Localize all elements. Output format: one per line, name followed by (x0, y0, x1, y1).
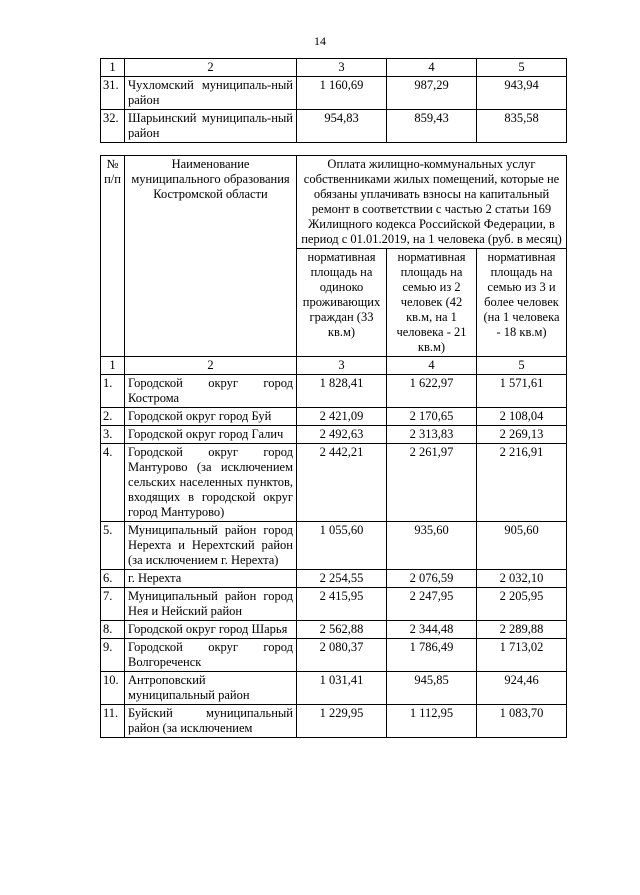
municipality-name: Городской округ город Кострома (125, 375, 297, 408)
row-number: 11. (101, 705, 125, 738)
table-row (101, 672, 567, 705)
municipality-name: Муниципальный район город Нея и Нейский район (125, 588, 297, 621)
index-cell: 3 (297, 357, 387, 375)
header-row (101, 156, 567, 249)
table-row (101, 444, 567, 522)
value-family-2: 2 170,65 (387, 408, 477, 426)
value-family-2: 1 112,95 (387, 705, 477, 738)
value-family-3: 905,60 (477, 522, 567, 570)
row-number: 4. (101, 444, 125, 522)
row-number: 32. (101, 110, 125, 143)
value-family-3: 2 269,13 (477, 426, 567, 444)
row-number: 6. (101, 570, 125, 588)
value-family-2: 2 247,95 (387, 588, 477, 621)
value-family-2: 2 344,48 (387, 621, 477, 639)
value-family-3: 2 216,91 (477, 444, 567, 522)
value-family-3: 835,58 (477, 110, 567, 143)
value-family-2: 1 622,97 (387, 375, 477, 408)
value-family-3: 943,94 (477, 77, 567, 110)
value-single: 1 229,95 (297, 705, 387, 738)
value-single: 2 562,88 (297, 621, 387, 639)
header-number: № п/п (101, 156, 125, 357)
header-municipality: Наименование муниципального образования Костромской области (125, 156, 297, 357)
index-cell: 5 (477, 59, 567, 77)
table-row (101, 426, 567, 444)
table-row (101, 408, 567, 426)
table-row (101, 375, 567, 408)
index-cell: 2 (125, 59, 297, 77)
value-single: 2 492,63 (297, 426, 387, 444)
header-family-2: нормативная площадь на семью из 2 человек (42 кв.м, на 1 человека - 21 кв.м) (387, 249, 477, 357)
header-single: нормативная площадь на одиноко проживающих граждан (33 кв.м) (297, 249, 387, 357)
header-payment-group: Оплата жилищно-коммунальных услуг собственниками жилых помещений, которые не обязаны уплачивать взносы на капитальный ремонт в соответствии с частью 2 статьи 169 Жилищного кодекса Российской Федерации, в период с 01.01.2019, на 1 человека (руб. в месяц) (297, 156, 567, 249)
value-single: 2 442,21 (297, 444, 387, 522)
table-row (101, 570, 567, 588)
value-family-3: 924,46 (477, 672, 567, 705)
index-cell: 1 (101, 59, 125, 77)
table-row (101, 77, 567, 110)
table-row (101, 522, 567, 570)
value-family-2: 945,85 (387, 672, 477, 705)
value-single: 1 055,60 (297, 522, 387, 570)
index-cell: 3 (297, 59, 387, 77)
table-row (101, 588, 567, 621)
value-single: 2 254,55 (297, 570, 387, 588)
row-number: 2. (101, 408, 125, 426)
index-cell: 4 (387, 59, 477, 77)
row-number: 10. (101, 672, 125, 705)
municipality-name: Антроповский муниципальный район (125, 672, 297, 705)
table-row (101, 110, 567, 143)
value-family-3: 2 032,10 (477, 570, 567, 588)
municipality-name: Городской округ город Мантурово (за исключением сельских населенных пунктов, входящих в городской округ город Мантурово) (125, 444, 297, 522)
value-family-2: 987,29 (387, 77, 477, 110)
value-single: 2 080,37 (297, 639, 387, 672)
municipality-name: Муниципальный район город Нерехта и Нерехтский район (за исключением г. Нерехта) (125, 522, 297, 570)
payment-table (100, 155, 567, 738)
value-family-3: 2 289,88 (477, 621, 567, 639)
row-number: 9. (101, 639, 125, 672)
row-number: 8. (101, 621, 125, 639)
value-single: 2 421,09 (297, 408, 387, 426)
value-single: 1 828,41 (297, 375, 387, 408)
municipality-name: Чухломский муниципаль-ный район (125, 77, 297, 110)
municipality-name: Городской округ город Буй (125, 408, 297, 426)
value-family-3: 2 108,04 (477, 408, 567, 426)
page-number: 14 (314, 34, 326, 48)
row-number: 7. (101, 588, 125, 621)
table-row (101, 621, 567, 639)
column-index-row (101, 59, 567, 77)
municipality-name: Шарьинский муниципаль-ный район (125, 110, 297, 143)
municipality-name: Городской округ город Шарья (125, 621, 297, 639)
index-cell: 2 (125, 357, 297, 375)
row-number: 3. (101, 426, 125, 444)
row-number: 31. (101, 77, 125, 110)
index-cell: 5 (477, 357, 567, 375)
value-family-2: 1 786,49 (387, 639, 477, 672)
value-family-2: 2 261,97 (387, 444, 477, 522)
value-family-3: 1 713,02 (477, 639, 567, 672)
index-cell: 1 (101, 357, 125, 375)
municipality-name: Буйский муниципальный район (за исключением (125, 705, 297, 738)
municipality-name: г. Нерехта (125, 570, 297, 588)
municipality-name: Городской округ город Галич (125, 426, 297, 444)
municipality-name: Городской округ город Волгореченск (125, 639, 297, 672)
index-cell: 4 (387, 357, 477, 375)
value-family-3: 1 571,61 (477, 375, 567, 408)
value-family-2: 2 076,59 (387, 570, 477, 588)
table-row (101, 639, 567, 672)
value-family-2: 859,43 (387, 110, 477, 143)
value-family-3: 2 205,95 (477, 588, 567, 621)
value-single: 1 031,41 (297, 672, 387, 705)
continuation-table (100, 58, 567, 143)
value-family-2: 2 313,83 (387, 426, 477, 444)
value-family-2: 935,60 (387, 522, 477, 570)
row-number: 5. (101, 522, 125, 570)
column-index-row (101, 357, 567, 375)
value-family-3: 1 083,70 (477, 705, 567, 738)
value-single: 954,83 (297, 110, 387, 143)
value-single: 1 160,69 (297, 77, 387, 110)
header-family-3: нормативная площадь на семью из 3 и более человек (на 1 человека - 18 кв.м) (477, 249, 567, 357)
row-number: 1. (101, 375, 125, 408)
value-single: 2 415,95 (297, 588, 387, 621)
table-row (101, 705, 567, 738)
